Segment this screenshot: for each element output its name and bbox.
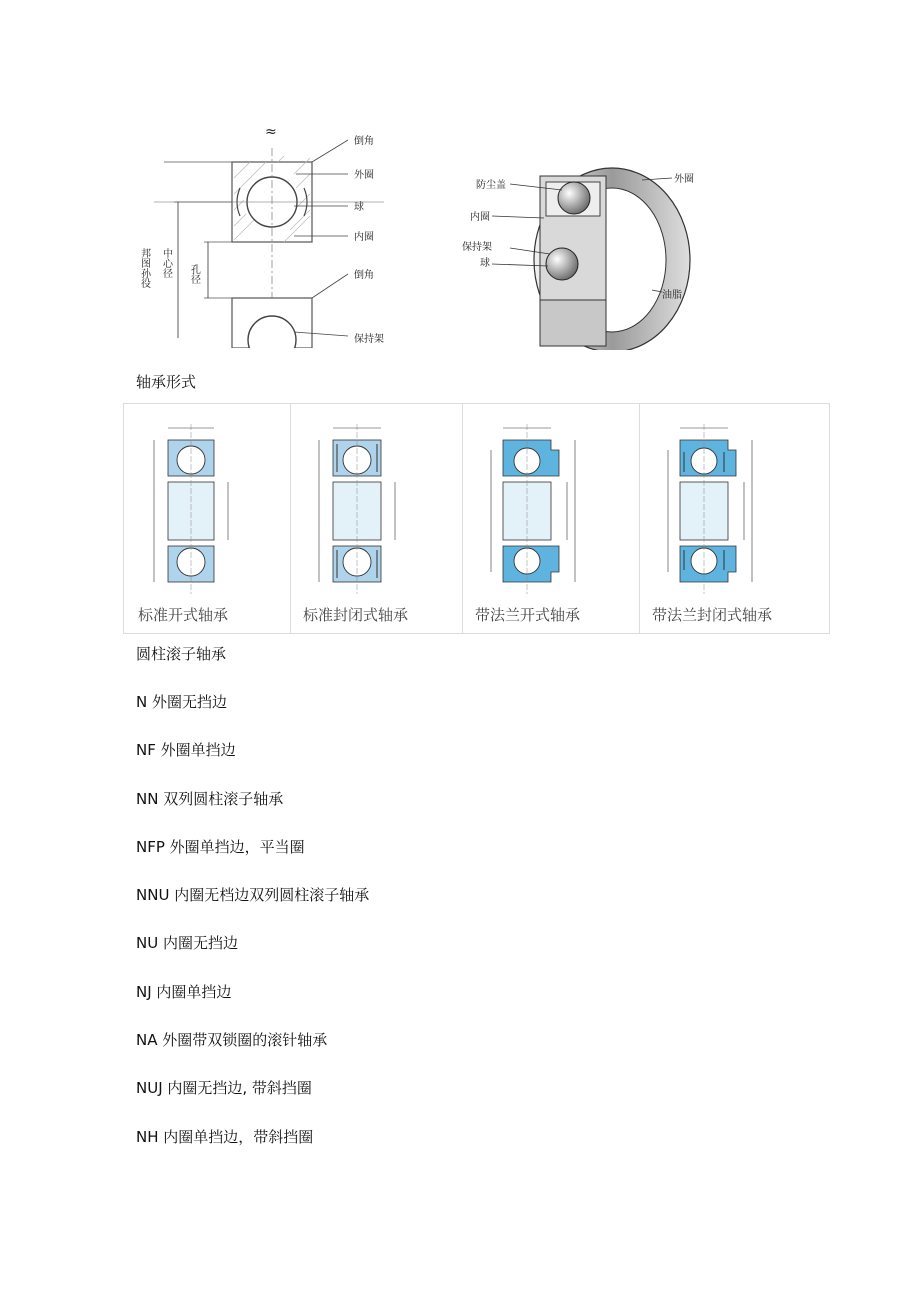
label-center-dia: 中心径 (160, 248, 172, 278)
list-item: NN 双列圆柱滚子轴承 (136, 790, 284, 808)
bearing-type-cell (463, 404, 640, 633)
bearing-type-caption: 带法兰开式轴承 (475, 606, 581, 624)
flanged-sealed-bearing-drawing (640, 404, 829, 604)
list-item: NFP 外圈单挡边，平当圈 (136, 838, 305, 856)
section-heading-bearing-form: 轴承形式 (136, 373, 197, 391)
label-outer-ring: 外圈 (354, 170, 374, 181)
bearing-cutaway-diagram (462, 160, 712, 350)
bearing-type-caption: 标准封闭式轴承 (303, 606, 409, 624)
label-grease: 油脂 (662, 290, 682, 301)
label-ball: 球 (354, 202, 364, 213)
bearing-type-caption: 带法兰封闭式轴承 (652, 606, 773, 624)
label-chamfer-top: 倒角 (354, 136, 374, 147)
label-inner-ring: 内圈 (354, 232, 374, 243)
label-inner-ring-right: 内圈 (470, 212, 490, 223)
bearing-types-table (123, 403, 830, 634)
standard-open-bearing-drawing (124, 404, 291, 604)
bearing-cross-section-diagram (134, 118, 424, 348)
bearing-type-cell (640, 404, 829, 633)
label-ball-right: 球 (480, 258, 490, 269)
label-outer-ring-right: 外圈 (674, 174, 694, 185)
label-bore: 孔径 (188, 264, 200, 284)
bearing-type-cell (291, 404, 463, 633)
label-cage: 保持架 (354, 334, 384, 345)
list-item: N 外圈无挡边 (136, 693, 227, 711)
list-item: NJ 内圈单挡边 (136, 983, 232, 1001)
list-item: NH 内圈单挡边，带斜挡圈 (136, 1128, 314, 1146)
bearing-type-cell (124, 404, 291, 633)
list-item: NNU 内圈无档边双列圆柱滚子轴承 (136, 886, 370, 904)
standard-sealed-bearing-drawing (291, 404, 463, 604)
list-item: NU 内圈无挡边 (136, 934, 238, 952)
label-cage-right: 保持架 (462, 242, 492, 253)
list-item: NF 外圈单挡边 (136, 741, 236, 759)
list-item: NA 外圈带双锁圈的滚针轴承 (136, 1031, 328, 1049)
bearing-type-caption: 标准开式轴承 (138, 606, 229, 624)
double-chevron-up-icon: ≈ (265, 124, 277, 140)
section-heading-cylindrical: 圆柱滚子轴承 (136, 645, 227, 663)
label-outer-dia: 邦图孙役 (138, 248, 150, 288)
list-item: NUJ 内圈无挡边, 带斜挡圈 (136, 1079, 312, 1097)
flanged-open-bearing-drawing (463, 404, 640, 604)
label-chamfer-mid: 倒角 (354, 270, 374, 281)
label-dust-cover: 防尘盖 (476, 180, 506, 191)
